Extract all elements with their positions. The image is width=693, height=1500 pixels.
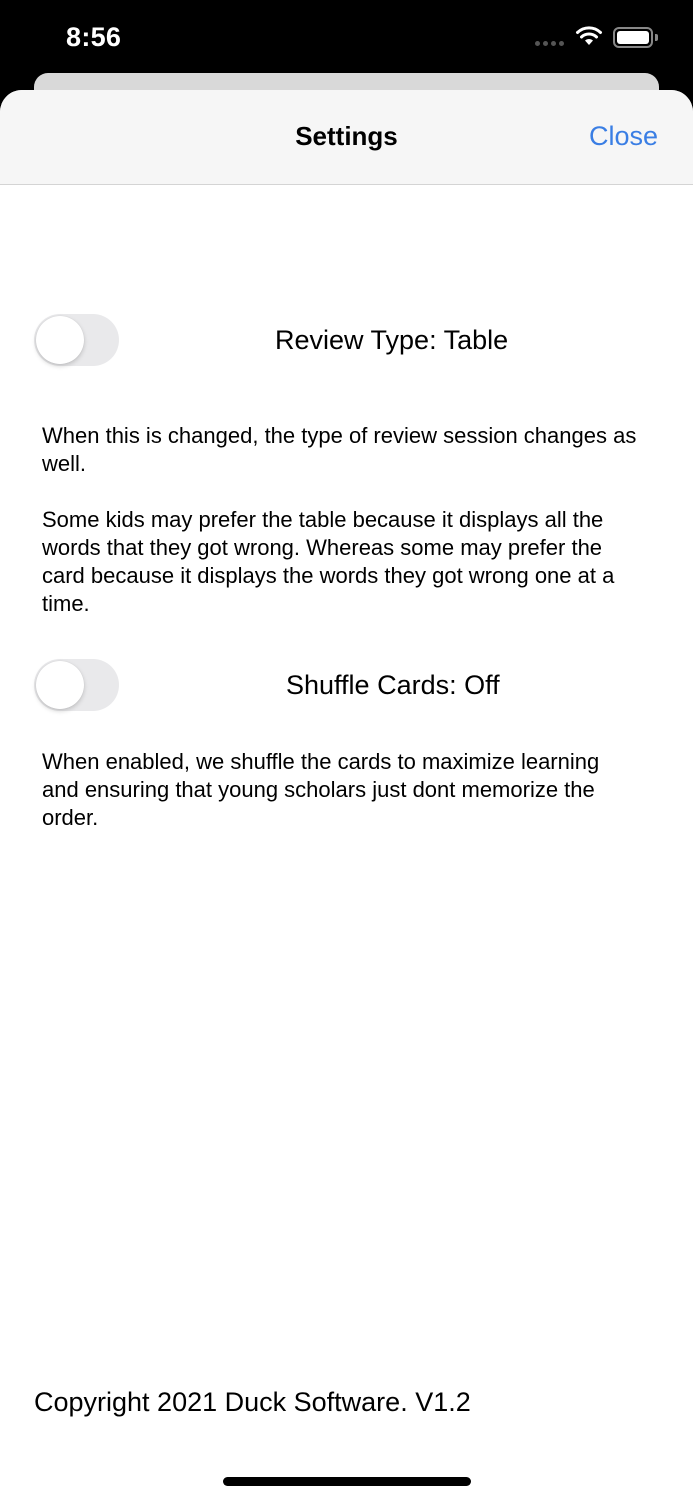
settings-sheet <box>0 90 693 1500</box>
review-type-label: Review Type: Table <box>275 325 509 355</box>
battery-cap <box>655 34 658 41</box>
toggle-knob <box>36 661 84 709</box>
shuffle-cards-label: Shuffle Cards: Off <box>286 670 500 700</box>
page-title: Settings <box>295 121 398 151</box>
review-type-description <box>42 422 642 618</box>
copyright-text: Copyright 2021 Duck Software. V1.2 <box>34 1387 471 1417</box>
home-indicator <box>223 1477 471 1486</box>
toggle-knob <box>36 316 84 364</box>
description-paragraph: When this is changed, the type of review session changes as well. <box>42 423 637 476</box>
battery-icon <box>613 27 653 48</box>
wifi-icon <box>575 25 603 47</box>
review-type-toggle[interactable] <box>34 314 119 366</box>
cellular-signal-icon <box>535 41 564 46</box>
status-time: 8:56 <box>66 22 122 52</box>
close-button[interactable]: Close <box>588 121 658 151</box>
shuffle-cards-description <box>42 748 642 832</box>
nav-bar <box>0 90 693 185</box>
status-bar <box>0 0 693 76</box>
description-paragraph: Some kids may prefer the table because it displays all the words that they got wrong. Whereas some may prefer the card because it displays the words they got wrong one at a time. <box>42 507 615 616</box>
description-paragraph: When enabled, we shuffle the cards to maximize learning and ensuring that young scholars just dont memorize the order. <box>42 749 600 830</box>
shuffle-cards-toggle[interactable] <box>34 659 119 711</box>
